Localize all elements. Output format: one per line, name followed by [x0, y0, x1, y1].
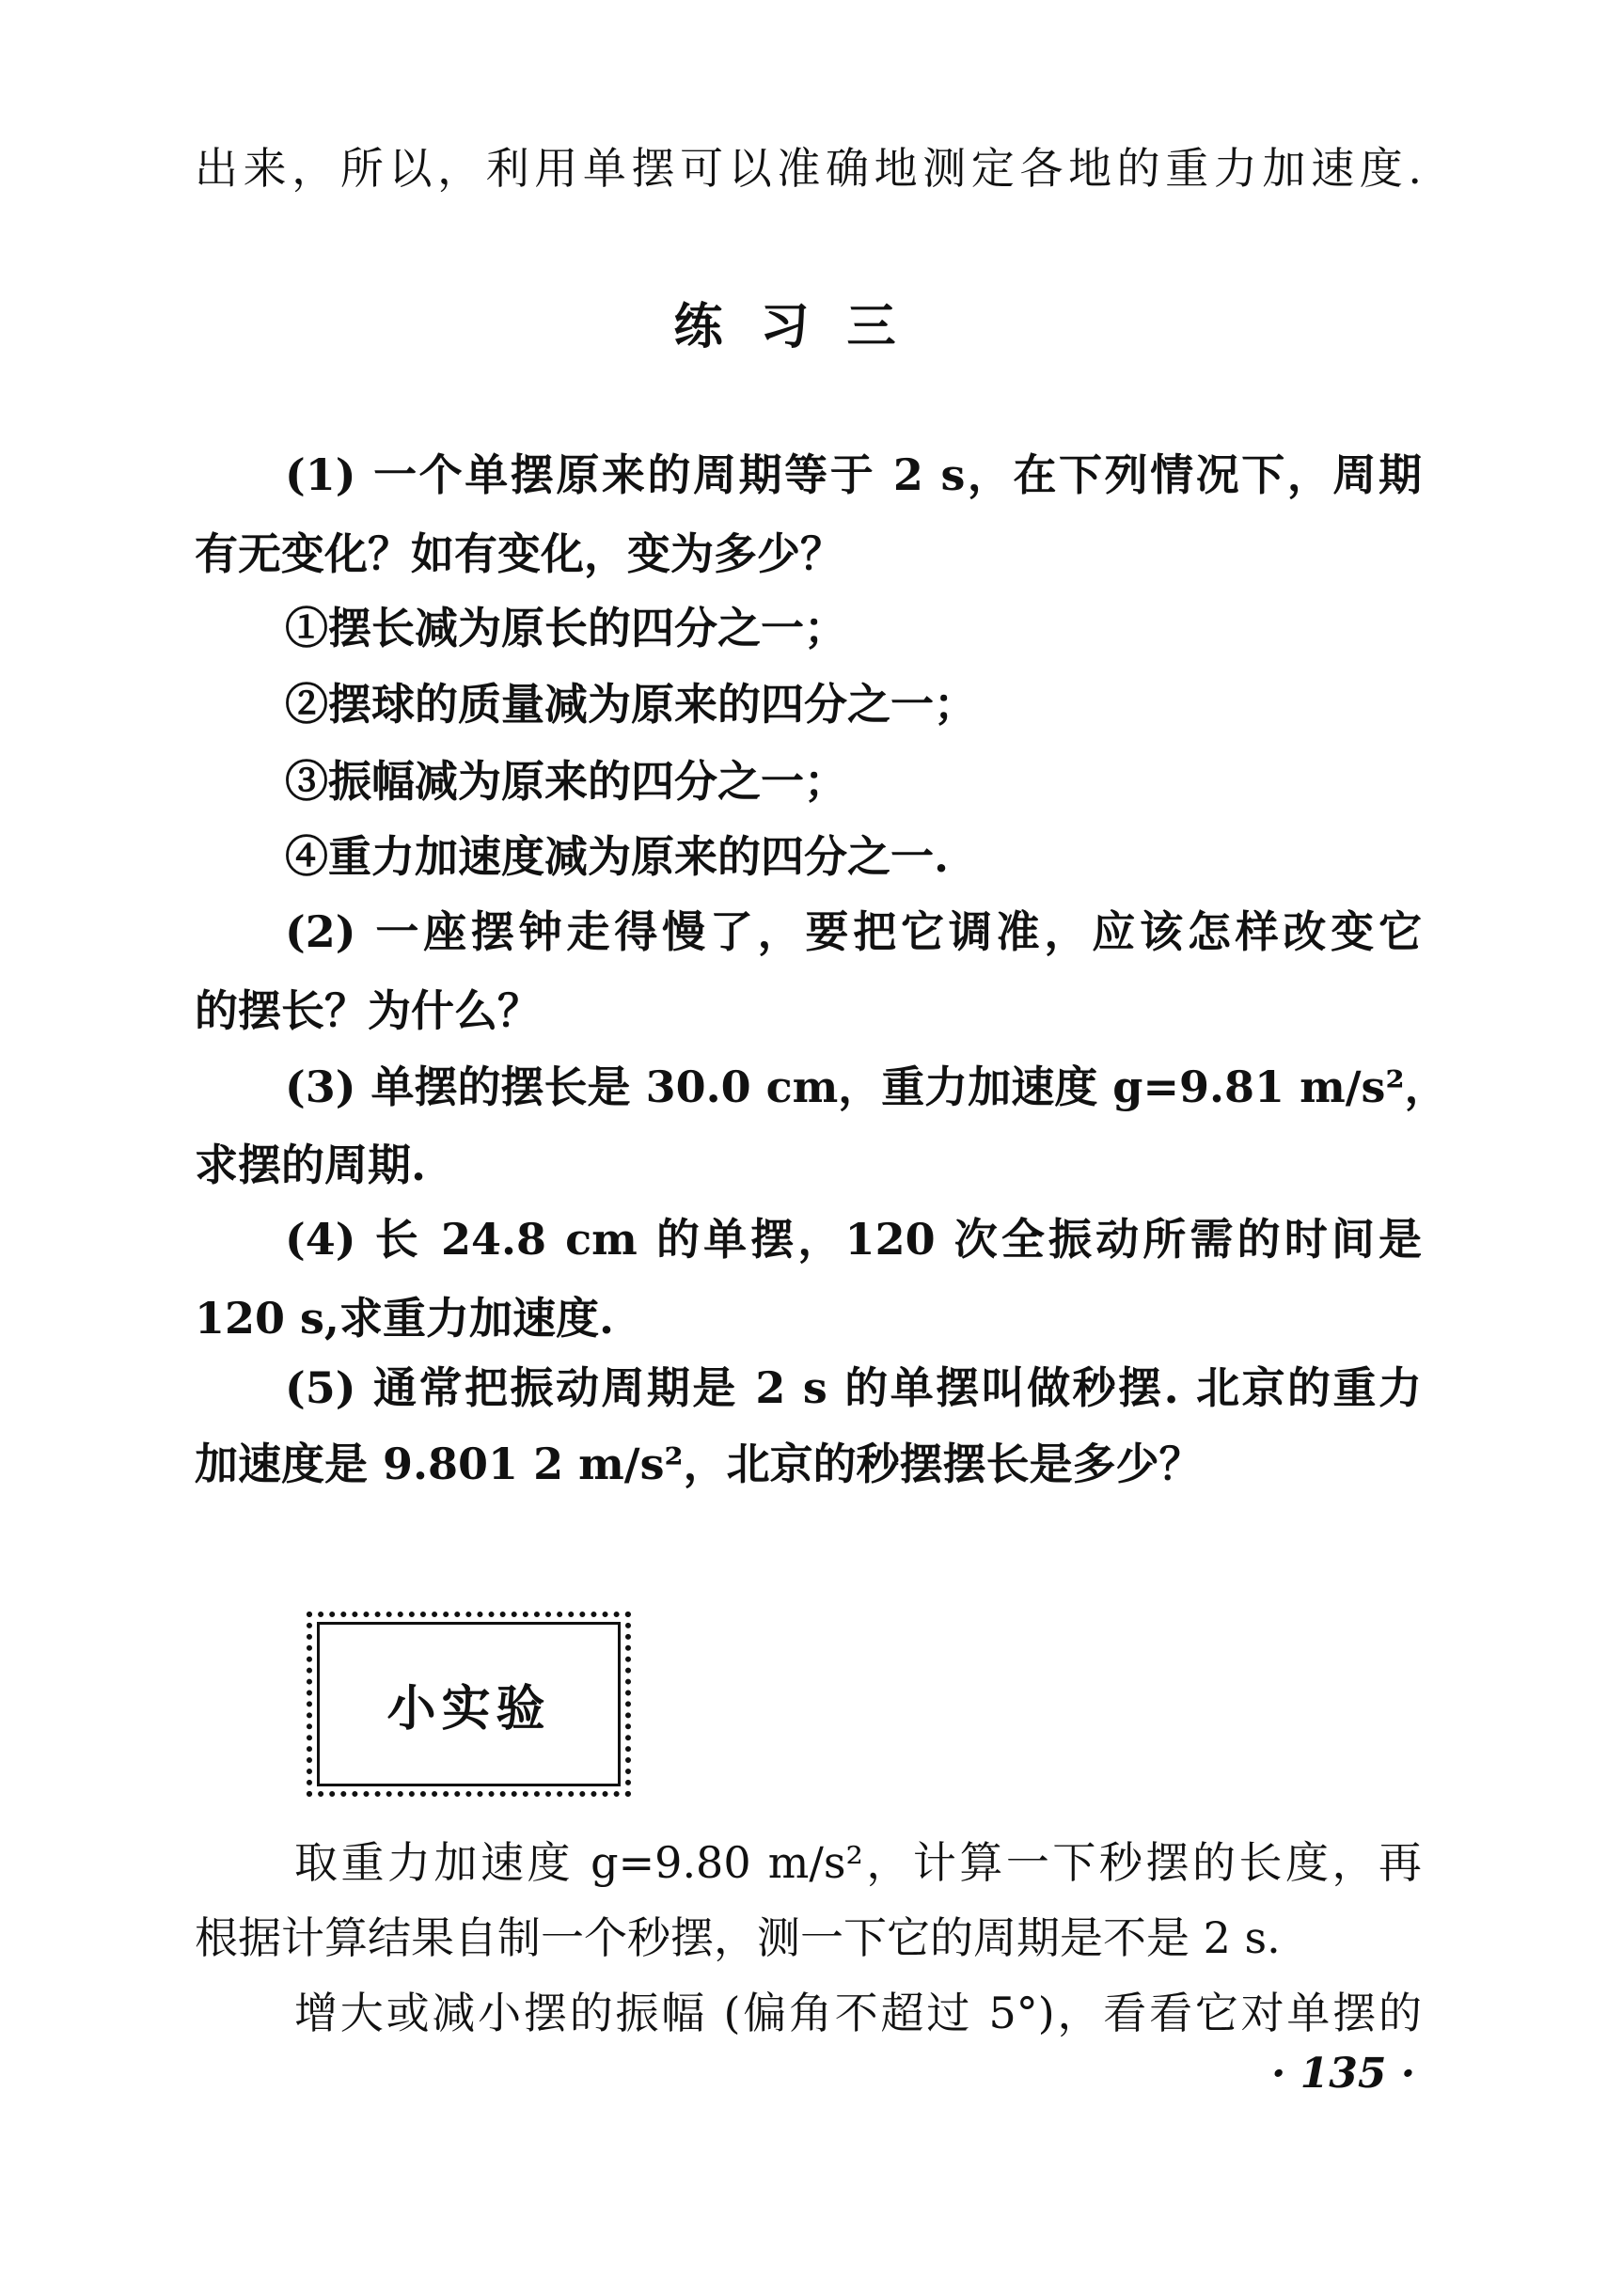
experiment-heading-box	[307, 1612, 631, 1797]
question-1-line-2: 有无变化？如有变化，变为多少？	[195, 528, 843, 579]
paragraph-end-line: 出来，所以，利用单摆可以准确地测定各地的重力加速度.	[195, 143, 1422, 194]
experiment-line-2: 根据计算结果自制一个秒摆，测一下它的周期是不是 2 s.	[195, 1912, 1281, 1963]
question-1-item-3: ③振幅减为原来的四分之一；	[285, 756, 847, 807]
question-2-line-1: (2) 一座摆钟走得慢了，要把它调准，应该怎样改变它	[285, 906, 1422, 957]
question-3-line-2: 求摆的周期.	[195, 1140, 427, 1190]
question-5-line-2: 加速度是 9.801 2 m/s²，北京的秒摆摆长是多少？	[195, 1439, 1203, 1489]
experiment-line-1: 取重力加速度 g=9.80 m/s²，计算一下秒摆的长度，再	[294, 1837, 1422, 1888]
experiment-heading: 小实验	[386, 1681, 551, 1738]
question-4-line-2: 120 s,求重力加速度.	[195, 1293, 614, 1344]
experiment-line-3: 增大或减小摆的振幅 (偏角不超过 5°)，看看它对单摆的	[294, 1988, 1422, 2038]
question-5-line-1: (5) 通常把振动周期是 2 s 的单摆叫做秒摆. 北京的重力	[285, 1362, 1422, 1413]
question-2-line-2: 的摆长？为什么？	[195, 985, 541, 1036]
question-1-item-2: ②摆球的质量减为原来的四分之一；	[285, 679, 977, 730]
exercise-title: 练习三	[673, 299, 934, 355]
question-1-item-1: ①摆长减为原长的四分之一；	[285, 603, 847, 653]
page-number: · 135 ·	[1271, 2050, 1416, 2098]
question-4-line-1: (4) 长 24.8 cm 的单摆，120 次全振动所需的时间是	[285, 1214, 1422, 1265]
question-1-line-1: (1) 一个单摆原来的周期等于 2 s，在下列情况下，周期	[285, 449, 1422, 500]
question-3-line-1: (3) 单摆的摆长是 30.0 cm，重力加速度 g=9.81 m/s²，	[285, 1062, 1448, 1112]
question-1-item-4: ④重力加速度减为原来的四分之一.	[285, 831, 950, 882]
